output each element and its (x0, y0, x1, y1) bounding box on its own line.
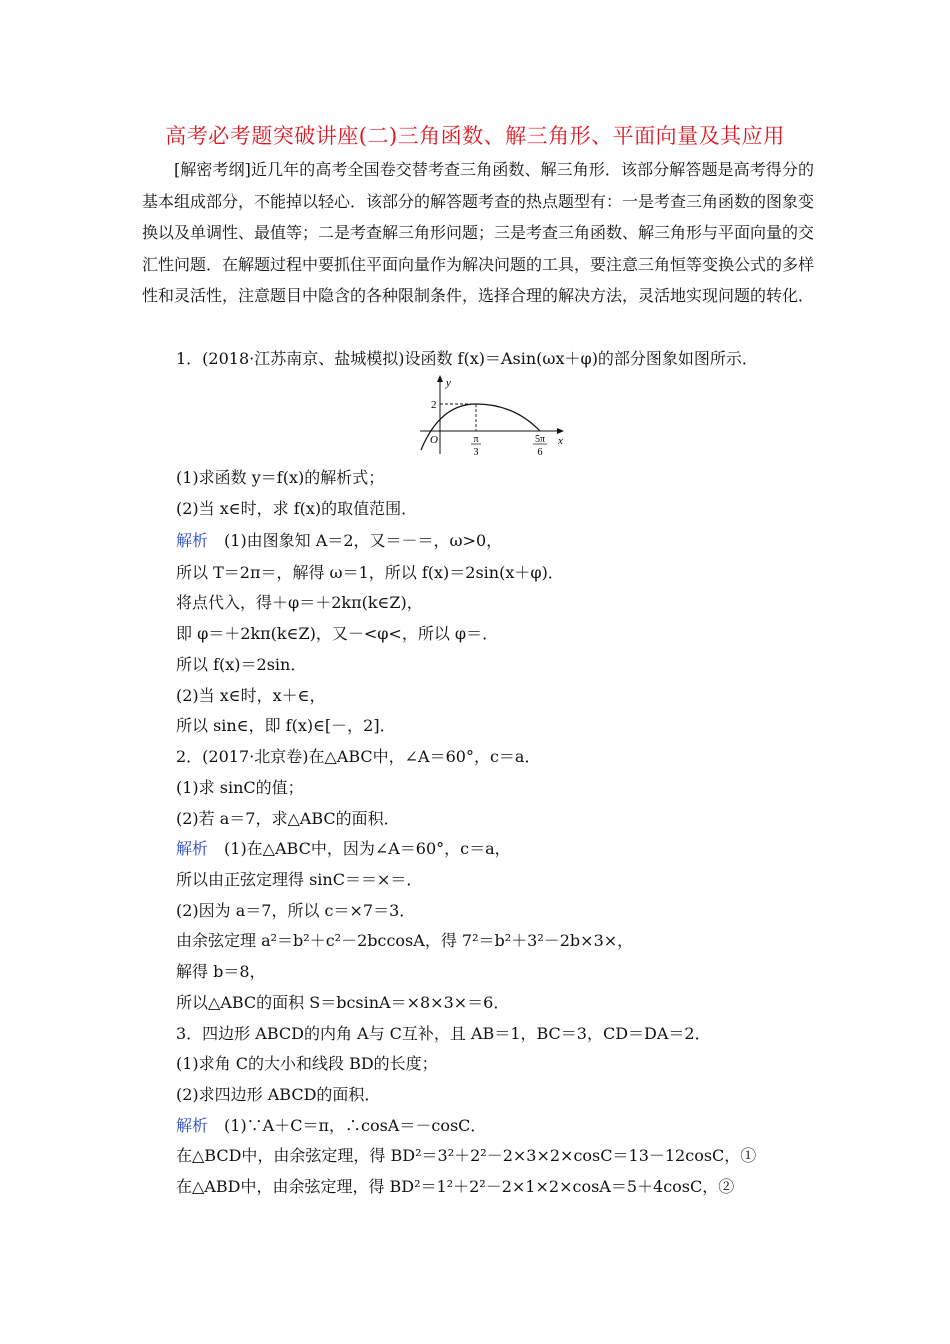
text-line: 解得 b＝8， (176, 962, 266, 981)
x-tick-5pi-6-num: 5π (534, 434, 546, 445)
text-line: 所以由正弦定理得 sinC＝＝×＝． (176, 870, 423, 889)
analysis-label: 解析 (176, 531, 209, 550)
text-line: (1)求函数 y＝f(x)的解析式； (176, 468, 385, 487)
text-line: 将点代入，得＋φ＝＋2kπ(k∈Z)， (176, 593, 423, 612)
y-axis-label: y (446, 377, 451, 389)
x-tick-5pi-6-den: 6 (537, 447, 543, 458)
intro-text: [解密考纲]近几年的高考全国卷交替考查三角函数、解三角形．该部分解答题是高考得分的基本组成部分，不能掉以轻心．该部分的解答题考查的热点题型有：一是考查三角函数的图象变换以及单调性、最值等；二是考查解三角形问题；三是考查三角函数、解三角形与平面向量的交汇性问题．在解题过程中要抓住平面向量作为解决问题的工具，要注意三角恒等变换公式的多样性和灵活性，注意题目中隐含的各种限制条件，选择合理的解决方法，灵活地实现问题的转化． (142, 160, 815, 305)
x-axis-label: x (558, 435, 563, 447)
y-axis-arrow (437, 375, 443, 382)
text-line: (2)求四边形 ABCD的面积． (176, 1085, 381, 1104)
text-line: 在△ABD中，由余弦定理，得 BD²＝1²＋2²－2×1×2×cosA＝5＋4cosC，② (176, 1177, 735, 1196)
text-line: 即 φ＝＋2kπ(k∈Z)，又－<φ<，所以 φ＝． (176, 624, 499, 643)
text-line: 所以 f(x)＝2sin． (176, 655, 307, 674)
text-line: 2．(2017·北京卷)在△ABC中，∠A＝60°，c＝a． (176, 747, 541, 766)
text-line: (2)当 x∈时，x＋∈， (176, 686, 326, 705)
text-line: (1)求角 C的大小和线段 BD的长度； (176, 1054, 438, 1073)
x-tick-pi-3-den: 3 (473, 447, 479, 458)
text-line: (1)求 sinC的值； (176, 778, 304, 797)
text-line: 解析 (1)在△ABC中，因为∠A＝60°，c＝a， (176, 839, 511, 858)
text-line: (2)当 x∈时，求 f(x)的取值范围． (176, 499, 418, 518)
text-line: 3．四边形 ABCD的内角 A与 C互补，且 AB＝1，BC＝3，CD＝DA＝2． (176, 1024, 711, 1043)
text-line: 1．(2018·江苏南京、盐城模拟)设函数 f(x)＝Asin(ωx＋φ)的部分图象如图所示． (176, 349, 758, 368)
analysis-label: 解析 (176, 839, 209, 858)
text-line: 所以 sin∈，即 f(x)∈[－，2]． (176, 716, 396, 735)
text-line: (2)若 a＝7，求△ABC的面积． (176, 809, 400, 828)
text-line: 所以△ABC的面积 S＝bcsinA＝×8×3×＝6． (176, 993, 510, 1012)
analysis-label: 解析 (176, 1116, 209, 1135)
intro-paragraph (142, 154, 814, 312)
y-tick-2: 2 (431, 399, 437, 411)
x-tick-pi-3-num: π (473, 434, 479, 445)
page-title: 高考必考题突破讲座(二)三角函数、解三角形、平面向量及其应用 (165, 124, 785, 148)
function-graph (418, 372, 568, 460)
text-line: 解析 (1)由图象知 A＝2，又＝－＝，ω>0， (176, 531, 503, 550)
text-line: (2)因为 a＝7，所以 c＝×7＝3． (176, 901, 416, 920)
sine-curve (421, 404, 540, 450)
text-line: 由余弦定理 a²＝b²＋c²－2bccosA，得 7²＝b²＋3²－2b×3×， (176, 931, 634, 950)
text-line: 在△BCD中，由余弦定理，得 BD²＝3²＋2²－2×3×2×cosC＝13－12cosC，① (176, 1146, 757, 1165)
x-axis-arrow (557, 428, 564, 434)
origin-label: O (430, 434, 438, 446)
text-line: 解析 (1)∵A＋C＝π，∴cosA＝－cosC． (176, 1116, 487, 1135)
text-line: 所以 T＝2π＝，解得 ω＝1，所以 f(x)＝2sin(x＋φ)． (176, 563, 564, 582)
